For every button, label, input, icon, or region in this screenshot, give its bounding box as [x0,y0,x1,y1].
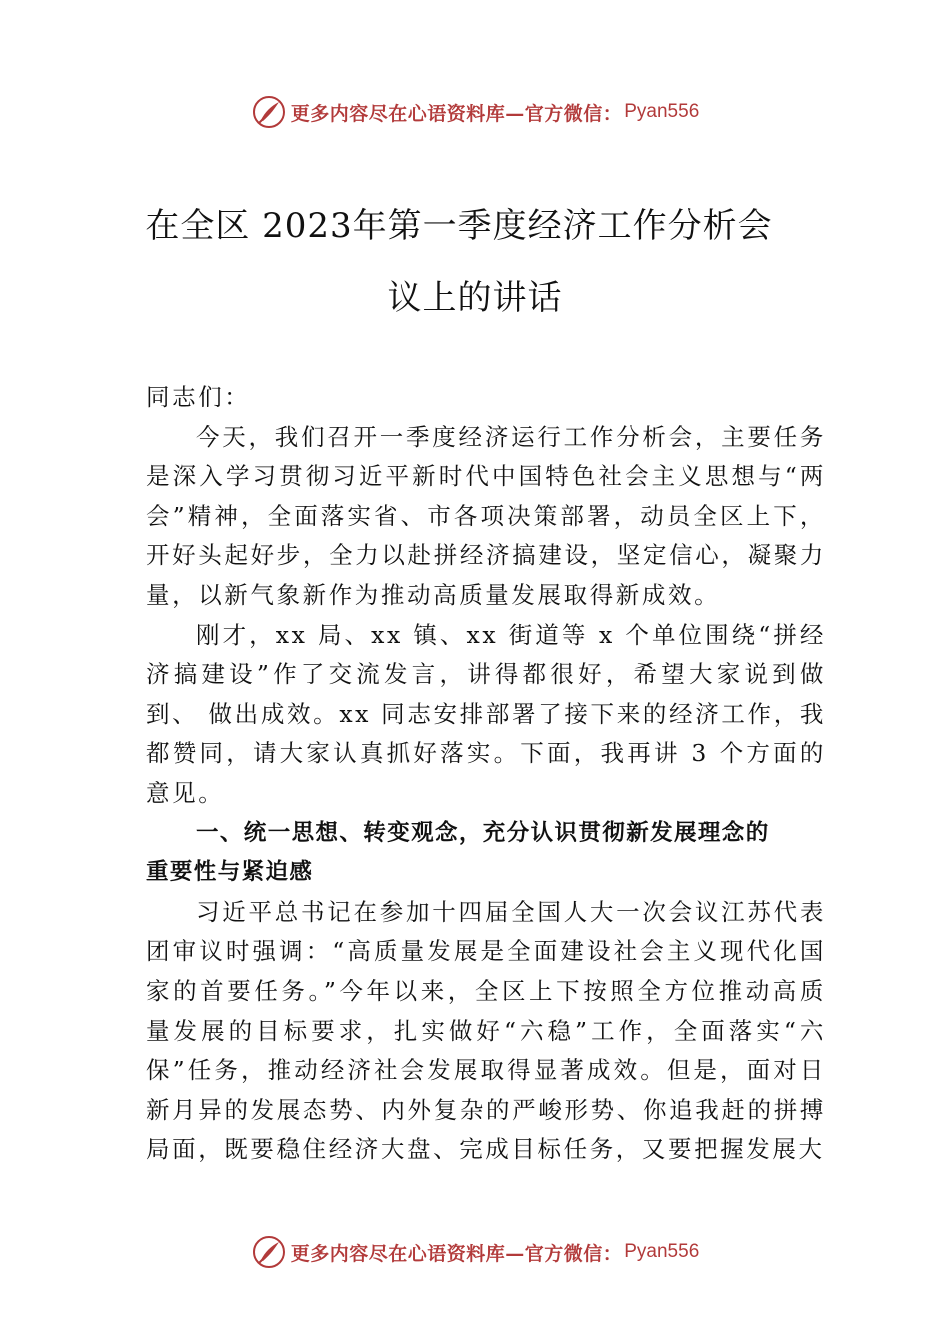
quill-logo-icon [251,94,287,130]
watermark-text: 更多内容尽在心语资料库—官方微信： [290,1242,623,1265]
document-title-line-1: 在全区 2023年第一季度经济工作分析会 [145,206,773,246]
quill-logo-icon [251,1234,287,1270]
paragraph-1: 今天，我们召开一季度经济运行工作分析会，主要任务是深入学习贯彻习近平新时代中国特色社会主义思想与“两会”精神，全面落实省、市各项决策部署，动员全区上下， 开好头起好步，全力以赴拼经济搞建设，坚定信心，凝聚力量，以新气象新作为推动高质量发展取得新成效。 [146,422,826,609]
document-title-line-2: 议上的讲话 [387,278,563,318]
salutation: 同志们： [146,383,251,411]
watermark-header [0,92,950,132]
section-heading-1: 一、统一思想、转变观念，充分认识贯彻新发展理念的重要性与紧迫感 [146,819,770,886]
paragraph-3: 习近平总书记在参加十四届全国人大一次会议江苏代表团审议时强调：“高质量发展是全面建设社会主义现代化国家的首要任务。”今年以来，全区上下按照全方位推动高质量发展的目标要求，扎实做好“六稳”工作，全面落实“六保”任务，推动经济社会发展取得显著成效。但是，面对日新月异的发展态势、内外复杂的严峻形势、你追我赶的拼搏局面，既要稳住经济大盘、完成目标任务，又要把握发展大 [146,897,826,1164]
paragraph-2: 刚才，xx 局、xx 镇、xx 街道等 x 个单位围绕“拼经济搞建设”作了交流发言，讲得都很好，希望大家说到做到、 做出成效。xx 同志安排部署了接下来的经济工作，我都赞同，请大家认真抓好落实。下面，我再讲 3 个方面的意见。 [146,620,826,807]
watermark-text: 更多内容尽在心语资料库—官方微信： [290,102,623,125]
watermark-footer [0,1232,950,1272]
watermark-wechat-id: Pyan556 [624,1241,700,1262]
document-body [146,378,826,1170]
watermark-wechat-id: Pyan556 [624,101,700,122]
